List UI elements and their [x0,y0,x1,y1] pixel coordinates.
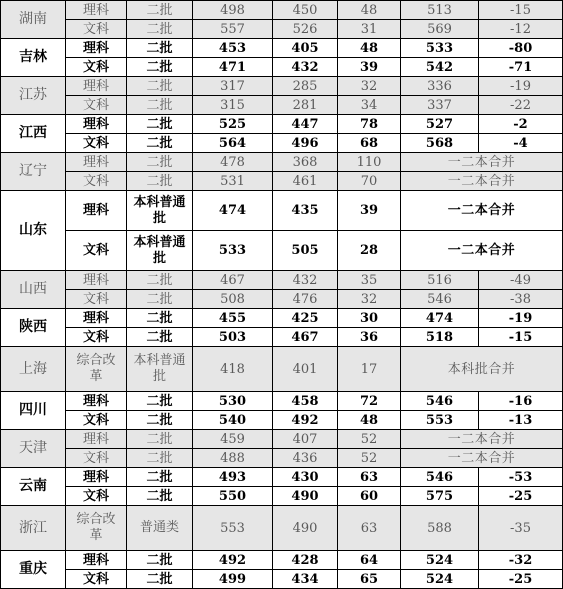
reference-score-cell: 516 [401,271,479,290]
difference-cell: -71 [479,58,563,77]
subject-cell: 理科 [66,551,127,570]
gap-cell: 48 [338,39,401,58]
subject-cell: 理科 [66,309,127,328]
score-cell: 493 [193,468,273,487]
gap-cell: 32 [338,77,401,96]
table-row [1,430,563,449]
difference-cell: -32 [479,551,563,570]
score-cell: 425 [273,309,338,328]
reference-score-cell: 524 [401,551,479,570]
score-cell: 407 [273,430,338,449]
subject-cell: 理科 [66,115,127,134]
score-cell: 458 [273,392,338,411]
score-cell: 478 [193,153,273,172]
score-cell: 467 [193,271,273,290]
score-cell: 508 [193,290,273,309]
table-row [1,153,563,172]
difference-cell: -12 [479,20,563,39]
table-row [1,271,563,290]
batch-cell: 二批 [127,430,193,449]
province-cell: 吉林 [1,39,66,77]
reference-score-cell: 513 [401,1,479,20]
table-row [1,411,563,430]
score-cell: 285 [273,77,338,96]
subject-cell: 理科 [66,77,127,96]
subject-cell: 综合改革 [66,347,127,392]
score-cell: 531 [193,172,273,191]
difference-cell: -19 [479,77,563,96]
score-cell: 505 [273,231,338,271]
province-cell: 山东 [1,191,66,271]
table-row [1,96,563,115]
table-row [1,392,563,411]
subject-cell: 理科 [66,153,127,172]
score-cell: 550 [193,487,273,506]
province-cell: 重庆 [1,551,66,589]
table-row [1,570,563,589]
difference-cell: -15 [479,328,563,347]
gap-cell: 31 [338,20,401,39]
subject-cell: 理科 [66,271,127,290]
batch-cell: 二批 [127,551,193,570]
table-row [1,231,563,271]
score-cell: 401 [273,347,338,392]
gap-cell: 65 [338,570,401,589]
difference-cell: -80 [479,39,563,58]
score-cell: 474 [193,191,273,231]
gap-cell: 39 [338,58,401,77]
province-cell: 湖南 [1,1,66,39]
score-cell: 430 [273,468,338,487]
merged-note-cell: 一二本合并 [401,172,563,191]
reference-score-cell: 337 [401,96,479,115]
score-cell: 557 [193,20,273,39]
gap-cell: 52 [338,430,401,449]
difference-cell: -49 [479,271,563,290]
subject-cell: 文科 [66,58,127,77]
score-cell: 471 [193,58,273,77]
score-cell: 533 [193,231,273,271]
difference-cell: -22 [479,96,563,115]
subject-cell: 文科 [66,20,127,39]
province-cell: 山西 [1,271,66,309]
score-cell: 496 [273,134,338,153]
score-cell: 526 [273,20,338,39]
batch-cell: 二批 [127,570,193,589]
batch-cell: 二批 [127,309,193,328]
reference-score-cell: 588 [401,506,479,551]
reference-score-cell: 569 [401,20,479,39]
gap-cell: 63 [338,468,401,487]
batch-cell: 二批 [127,115,193,134]
subject-cell: 理科 [66,468,127,487]
batch-cell: 二批 [127,58,193,77]
batch-cell: 本科普通批 [127,191,193,231]
merged-note-cell: 一二本合并 [401,231,563,271]
score-cell: 461 [273,172,338,191]
gap-cell: 64 [338,551,401,570]
merged-note-cell: 一二本合并 [401,153,563,172]
difference-cell: -15 [479,1,563,20]
score-cell: 432 [273,58,338,77]
table-row [1,172,563,191]
table-row [1,191,563,231]
gap-cell: 48 [338,1,401,20]
score-cell: 405 [273,39,338,58]
merged-note-cell: 一二本合并 [401,430,563,449]
batch-cell: 二批 [127,449,193,468]
batch-cell: 二批 [127,77,193,96]
score-cell: 435 [273,191,338,231]
reference-score-cell: 546 [401,468,479,487]
batch-cell: 二批 [127,39,193,58]
score-cell: 530 [193,392,273,411]
gap-cell: 52 [338,449,401,468]
table-row [1,487,563,506]
province-cell: 江西 [1,115,66,153]
batch-cell: 二批 [127,290,193,309]
table-row [1,58,563,77]
score-cell: 447 [273,115,338,134]
province-cell: 陕西 [1,309,66,347]
table-row [1,115,563,134]
score-cell: 476 [273,290,338,309]
subject-cell: 理科 [66,39,127,58]
score-cell: 525 [193,115,273,134]
province-cell: 江苏 [1,77,66,115]
batch-cell: 本科普通批 [127,347,193,392]
gap-cell: 36 [338,328,401,347]
subject-cell: 综合改革 [66,506,127,551]
reference-score-cell: 474 [401,309,479,328]
difference-cell: -16 [479,392,563,411]
table-row [1,449,563,468]
table-row [1,347,563,392]
difference-cell: -25 [479,570,563,589]
score-cell: 498 [193,1,273,20]
table-row [1,39,563,58]
subject-cell: 文科 [66,172,127,191]
table-row [1,506,563,551]
subject-cell: 文科 [66,411,127,430]
score-cell: 434 [273,570,338,589]
reference-score-cell: 533 [401,39,479,58]
reference-score-cell: 542 [401,58,479,77]
table-row [1,551,563,570]
batch-cell: 二批 [127,172,193,191]
score-cell: 455 [193,309,273,328]
score-cell: 490 [273,487,338,506]
gap-cell: 68 [338,134,401,153]
difference-cell: -13 [479,411,563,430]
batch-cell: 二批 [127,328,193,347]
table-row [1,468,563,487]
table-row [1,134,563,153]
subject-cell: 文科 [66,290,127,309]
batch-cell: 二批 [127,411,193,430]
reference-score-cell: 568 [401,134,479,153]
subject-cell: 理科 [66,392,127,411]
reference-score-cell: 527 [401,115,479,134]
gap-cell: 60 [338,487,401,506]
score-cell: 428 [273,551,338,570]
table-row [1,290,563,309]
difference-cell: -19 [479,309,563,328]
batch-cell: 二批 [127,1,193,20]
gap-cell: 48 [338,411,401,430]
table-row [1,309,563,328]
score-cell: 503 [193,328,273,347]
score-cell: 553 [193,506,273,551]
reference-score-cell: 546 [401,392,479,411]
batch-cell: 二批 [127,392,193,411]
score-cell: 492 [193,551,273,570]
batch-cell: 二批 [127,20,193,39]
score-cell: 492 [273,411,338,430]
score-cell: 490 [273,506,338,551]
score-cell: 488 [193,449,273,468]
gap-cell: 34 [338,96,401,115]
difference-cell: -38 [479,290,563,309]
subject-cell: 文科 [66,328,127,347]
difference-cell: -35 [479,506,563,551]
subject-cell: 文科 [66,449,127,468]
table-row [1,328,563,347]
score-cell: 436 [273,449,338,468]
table-row [1,77,563,96]
subject-cell: 理科 [66,430,127,449]
province-cell: 云南 [1,468,66,506]
score-cell: 315 [193,96,273,115]
gap-cell: 72 [338,392,401,411]
province-cell: 上海 [1,347,66,392]
batch-cell: 二批 [127,271,193,290]
reference-score-cell: 575 [401,487,479,506]
subject-cell: 文科 [66,487,127,506]
subject-cell: 理科 [66,191,127,231]
gap-cell: 32 [338,290,401,309]
score-cell: 564 [193,134,273,153]
province-cell: 天津 [1,430,66,468]
difference-cell: -2 [479,115,563,134]
score-cell: 459 [193,430,273,449]
reference-score-cell: 524 [401,570,479,589]
subject-cell: 文科 [66,134,127,153]
score-cell: 450 [273,1,338,20]
score-cell: 540 [193,411,273,430]
gap-cell: 39 [338,191,401,231]
table-row [1,20,563,39]
score-cell: 499 [193,570,273,589]
gap-cell: 35 [338,271,401,290]
merged-note-cell: 一二本合并 [401,449,563,468]
merged-note-cell: 一二本合并 [401,191,563,231]
subject-cell: 理科 [66,1,127,20]
gap-cell: 63 [338,506,401,551]
table-row [1,1,563,20]
gap-cell: 28 [338,231,401,271]
score-cell: 467 [273,328,338,347]
subject-cell: 文科 [66,231,127,271]
batch-cell: 二批 [127,96,193,115]
batch-cell: 二批 [127,153,193,172]
score-cell: 418 [193,347,273,392]
gap-cell: 30 [338,309,401,328]
subject-cell: 文科 [66,96,127,115]
province-cell: 辽宁 [1,153,66,191]
batch-cell: 普通类 [127,506,193,551]
batch-cell: 二批 [127,134,193,153]
batch-cell: 二批 [127,487,193,506]
difference-cell: -53 [479,468,563,487]
score-cell: 317 [193,77,273,96]
province-cell: 浙江 [1,506,66,551]
batch-cell: 二批 [127,468,193,487]
reference-score-cell: 518 [401,328,479,347]
reference-score-cell: 553 [401,411,479,430]
score-table-body [1,1,563,589]
subject-cell: 文科 [66,570,127,589]
gap-cell: 78 [338,115,401,134]
province-cell: 四川 [1,392,66,430]
difference-cell: -4 [479,134,563,153]
gap-cell: 110 [338,153,401,172]
batch-cell: 本科普通批 [127,231,193,271]
score-cell: 453 [193,39,273,58]
difference-cell: -25 [479,487,563,506]
merged-note-cell: 本科批合并 [401,347,563,392]
score-cell: 432 [273,271,338,290]
score-cell: 281 [273,96,338,115]
gap-cell: 17 [338,347,401,392]
reference-score-cell: 546 [401,290,479,309]
score-cell: 368 [273,153,338,172]
reference-score-cell: 336 [401,77,479,96]
gap-cell: 70 [338,172,401,191]
